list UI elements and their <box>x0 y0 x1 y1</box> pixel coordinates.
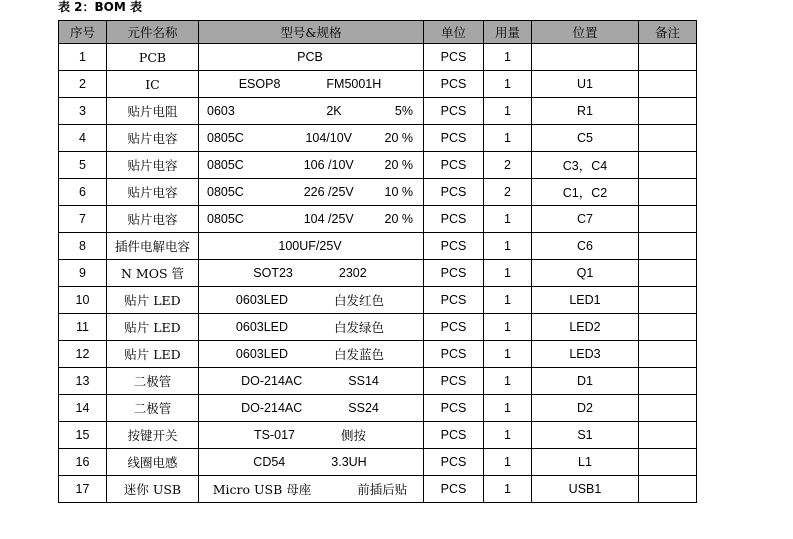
cell-seq: 6 <box>59 179 107 206</box>
spec-part: CD54 <box>253 455 286 469</box>
spec-part: 3.3UH <box>331 455 367 469</box>
header-note: 备注 <box>639 21 697 44</box>
spec-part: SS14 <box>348 374 379 388</box>
table-row <box>59 314 697 341</box>
spec-part: 104/10V <box>305 131 353 145</box>
spec-part: 白发红色 <box>334 293 385 308</box>
cell-name: 贴片 LED <box>107 287 199 314</box>
cell-unit: PCS <box>424 44 484 71</box>
cell-seq: 9 <box>59 260 107 287</box>
cell-qty: 1 <box>484 314 532 341</box>
cell-note <box>639 260 697 287</box>
cell-note <box>639 368 697 395</box>
cell-name: 贴片电阻 <box>107 98 199 125</box>
cell-qty: 1 <box>484 206 532 233</box>
cell-note <box>639 314 697 341</box>
spec-group <box>199 206 423 232</box>
table-row <box>59 206 697 233</box>
cell-unit: PCS <box>424 476 484 503</box>
spec-group <box>199 152 423 178</box>
cell-name: 贴片电容 <box>107 206 199 233</box>
table-row <box>59 125 697 152</box>
cell-pos: LED2 <box>532 314 639 341</box>
cell-unit: PCS <box>424 98 484 125</box>
spec-group <box>199 422 423 448</box>
cell-name: 迷你 USB <box>107 476 199 503</box>
cell-seq: 10 <box>59 287 107 314</box>
spec-part: PCB <box>297 50 323 64</box>
cell-spec <box>199 368 424 395</box>
cell-name: 贴片电容 <box>107 152 199 179</box>
cell-unit: PCS <box>424 233 484 260</box>
cell-seq: 2 <box>59 71 107 98</box>
cell-qty: 1 <box>484 125 532 152</box>
cell-pos: LED3 <box>532 341 639 368</box>
spec-part: 白发绿色 <box>334 320 385 335</box>
header-row <box>59 21 697 44</box>
cell-name: 插件电解电容 <box>107 233 199 260</box>
cell-pos: LED1 <box>532 287 639 314</box>
cell-name: IC <box>107 71 199 98</box>
spec-group <box>199 98 423 124</box>
cell-pos: C5 <box>532 125 639 152</box>
cell-seq: 4 <box>59 125 107 152</box>
cell-unit: PCS <box>424 449 484 476</box>
spec-part: 前插后贴 <box>357 482 408 497</box>
cell-spec <box>199 233 424 260</box>
cell-seq: 13 <box>59 368 107 395</box>
table-row <box>59 233 697 260</box>
table-row <box>59 395 697 422</box>
cell-pos: D1 <box>532 368 639 395</box>
cell-note <box>639 152 697 179</box>
spec-part: TS-017 <box>253 428 295 442</box>
spec-group <box>199 71 423 97</box>
cell-name: 贴片 LED <box>107 341 199 368</box>
spec-part: 0603LED <box>235 320 289 334</box>
spec-part: 0603LED <box>235 293 289 307</box>
header-pos: 位置 <box>532 21 639 44</box>
table-row <box>59 98 697 125</box>
cell-note <box>639 125 697 152</box>
cell-name: 贴片电容 <box>107 179 199 206</box>
cell-note <box>639 449 697 476</box>
spec-group <box>199 314 423 340</box>
cell-unit: PCS <box>424 368 484 395</box>
spec-part: 0603LED <box>235 347 289 361</box>
cell-name: 二极管 <box>107 368 199 395</box>
spec-part: SOT23 <box>253 266 293 280</box>
cell-note <box>639 71 697 98</box>
cell-spec <box>199 395 424 422</box>
spec-part: 100UF/25V <box>278 239 342 253</box>
spec-part: 20 % <box>384 131 413 145</box>
cell-note <box>639 341 697 368</box>
cell-unit: PCS <box>424 152 484 179</box>
cell-unit: PCS <box>424 125 484 152</box>
cell-spec <box>199 125 424 152</box>
table-row <box>59 260 697 287</box>
spec-part: SS24 <box>348 401 379 415</box>
header-name: 元件名称 <box>107 21 199 44</box>
cell-unit: PCS <box>424 206 484 233</box>
header-seq: 序号 <box>59 21 107 44</box>
header-unit: 单位 <box>424 21 484 44</box>
cell-note <box>639 287 697 314</box>
cell-seq: 16 <box>59 449 107 476</box>
cell-spec <box>199 98 424 125</box>
cell-qty: 2 <box>484 152 532 179</box>
cell-pos: S1 <box>532 422 639 449</box>
spec-part: Micro USB 母座 <box>212 482 312 497</box>
spec-part: 白发蓝色 <box>334 347 385 362</box>
table-row <box>59 179 697 206</box>
spec-group <box>199 395 423 421</box>
cell-spec <box>199 71 424 98</box>
cell-seq: 1 <box>59 44 107 71</box>
spec-part: 104 /25V <box>303 212 354 226</box>
cell-pos: C1，C2 <box>532 179 639 206</box>
cell-spec <box>199 314 424 341</box>
table-row <box>59 449 697 476</box>
cell-unit: PCS <box>424 314 484 341</box>
cell-note <box>639 233 697 260</box>
table-row <box>59 422 697 449</box>
cell-seq: 8 <box>59 233 107 260</box>
spec-part: 20 % <box>384 158 413 172</box>
cell-pos: D2 <box>532 395 639 422</box>
cell-spec <box>199 449 424 476</box>
cell-spec <box>199 341 424 368</box>
cell-pos: C3，C4 <box>532 152 639 179</box>
cell-seq: 7 <box>59 206 107 233</box>
bom-table <box>58 20 697 503</box>
cell-unit: PCS <box>424 179 484 206</box>
table-row <box>59 287 697 314</box>
cell-pos: C7 <box>532 206 639 233</box>
spec-group <box>199 44 423 70</box>
spec-part: DO-214AC <box>241 401 303 415</box>
cell-seq: 5 <box>59 152 107 179</box>
cell-note <box>639 395 697 422</box>
cell-name: 线圈电感 <box>107 449 199 476</box>
cell-seq: 15 <box>59 422 107 449</box>
cell-unit: PCS <box>424 341 484 368</box>
cell-spec <box>199 287 424 314</box>
cell-seq: 14 <box>59 395 107 422</box>
table-row <box>59 152 697 179</box>
cell-spec <box>199 422 424 449</box>
table-row <box>59 44 697 71</box>
cell-qty: 1 <box>484 71 532 98</box>
cell-pos: USB1 <box>532 476 639 503</box>
cell-qty: 1 <box>484 287 532 314</box>
cell-unit: PCS <box>424 395 484 422</box>
cell-pos: R1 <box>532 98 639 125</box>
spec-part: 10 % <box>384 185 413 199</box>
spec-group <box>199 125 423 151</box>
spec-part: 5% <box>394 104 413 118</box>
cell-seq: 11 <box>59 314 107 341</box>
spec-part: 0805C <box>207 131 244 145</box>
cell-unit: PCS <box>424 71 484 98</box>
cell-seq: 12 <box>59 341 107 368</box>
cell-qty: 1 <box>484 98 532 125</box>
cell-qty: 1 <box>484 233 532 260</box>
cell-pos: U1 <box>532 71 639 98</box>
spec-group <box>199 179 423 205</box>
cell-pos <box>532 44 639 71</box>
cell-note <box>639 422 697 449</box>
spec-group <box>199 260 423 286</box>
spec-part: 0805C <box>207 158 244 172</box>
table-row <box>59 368 697 395</box>
spec-part: 20 % <box>384 212 413 226</box>
cell-qty: 2 <box>484 179 532 206</box>
table-row <box>59 71 697 98</box>
spec-group <box>199 449 423 475</box>
cell-name: PCB <box>107 44 199 71</box>
spec-group <box>199 233 423 259</box>
cell-spec <box>199 44 424 71</box>
spec-part: 侧按 <box>340 428 366 443</box>
cell-pos: C6 <box>532 233 639 260</box>
cell-name: 贴片电容 <box>107 125 199 152</box>
spec-part: 2302 <box>338 266 367 280</box>
cell-note <box>639 206 697 233</box>
spec-group <box>199 368 423 394</box>
table-caption: 表 2：BOM 表 <box>58 0 142 14</box>
cell-name: 贴片 LED <box>107 314 199 341</box>
cell-pos: L1 <box>532 449 639 476</box>
spec-group <box>199 341 423 367</box>
cell-spec <box>199 152 424 179</box>
cell-qty: 1 <box>484 449 532 476</box>
cell-spec <box>199 179 424 206</box>
spec-part: FM5001H <box>326 77 382 91</box>
spec-group <box>199 287 423 313</box>
cell-qty: 1 <box>484 422 532 449</box>
cell-unit: PCS <box>424 287 484 314</box>
cell-unit: PCS <box>424 260 484 287</box>
cell-spec <box>199 260 424 287</box>
spec-part: 0805C <box>207 212 244 226</box>
cell-note <box>639 179 697 206</box>
spec-part: DO-214AC <box>241 374 303 388</box>
spec-part: ESOP8 <box>238 77 281 91</box>
table-row <box>59 476 697 503</box>
table-row <box>59 341 697 368</box>
header-spec: 型号&规格 <box>199 21 424 44</box>
table-body <box>59 44 697 503</box>
cell-unit: PCS <box>424 422 484 449</box>
spec-part: 2K <box>326 104 342 118</box>
cell-seq: 3 <box>59 98 107 125</box>
cell-qty: 1 <box>484 476 532 503</box>
cell-note <box>639 44 697 71</box>
cell-qty: 1 <box>484 260 532 287</box>
cell-name: 按键开关 <box>107 422 199 449</box>
cell-spec <box>199 476 424 503</box>
cell-qty: 1 <box>484 44 532 71</box>
cell-qty: 1 <box>484 368 532 395</box>
cell-pos: Q1 <box>532 260 639 287</box>
cell-qty: 1 <box>484 341 532 368</box>
cell-note <box>639 98 697 125</box>
spec-part: 106 /10V <box>303 158 354 172</box>
cell-qty: 1 <box>484 395 532 422</box>
spec-part: 0603 <box>207 104 235 118</box>
cell-spec <box>199 206 424 233</box>
spec-part: 0805C <box>207 185 244 199</box>
cell-name: 二极管 <box>107 395 199 422</box>
cell-note <box>639 476 697 503</box>
spec-part: 226 /25V <box>303 185 354 199</box>
spec-group <box>199 476 423 502</box>
cell-name: N MOS 管 <box>107 260 199 287</box>
cell-seq: 17 <box>59 476 107 503</box>
header-qty: 用量 <box>484 21 532 44</box>
